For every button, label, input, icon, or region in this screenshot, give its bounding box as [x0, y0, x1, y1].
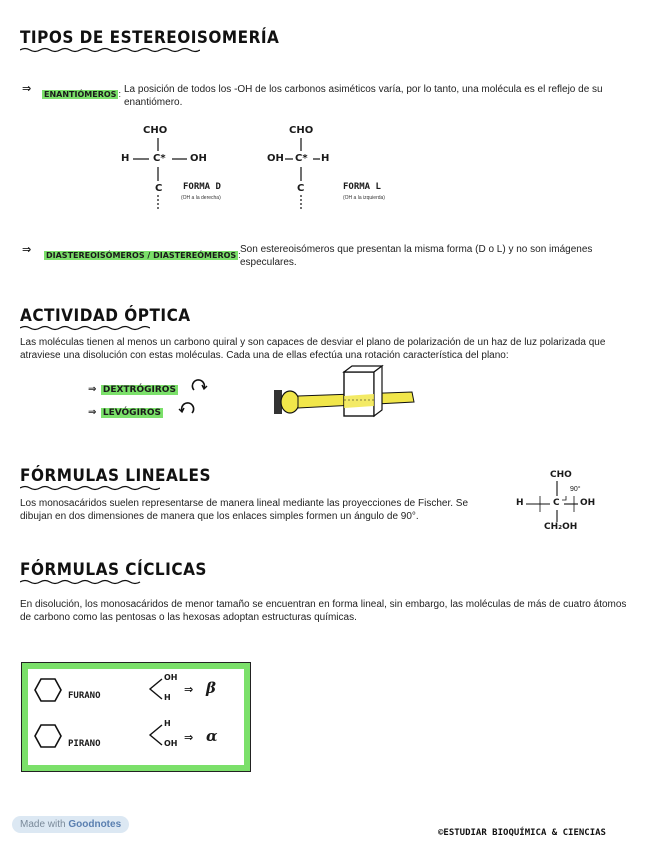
- enantiomeros-label: ENANTIÓMEROS :: [44, 89, 121, 99]
- heading-tipos: TIPOS DE ESTEREOISOMERÍA: [20, 28, 280, 48]
- heading-lineales: FÓRMULAS LINEALES: [20, 466, 212, 486]
- fischer-projection: CHO H C OH CH₂OH 90°: [516, 470, 596, 532]
- forma-l-structure: CHO OH C* H C FORMA L (OH a la izquierda): [267, 125, 385, 201]
- forma-d-structure: CHO H C* OH C FORMA D (OH a la derecha): [121, 125, 221, 201]
- ciclicas-text: En disolución, los monosacáridos de menor tamaño se encuentran en forma lineal, sin embargo, las moléculas de más de cuatro átomos de carbono como las pentosas o las hexosas adoptan estructuras químicas.: [20, 599, 627, 623]
- heading-ciclicas: FÓRMULAS CÍCLICAS: [20, 560, 207, 580]
- heading-actividad: ACTIVIDAD ÓPTICA: [20, 306, 191, 326]
- heading-underline: [20, 485, 160, 491]
- arrow-icon: ⇒: [22, 243, 32, 256]
- arrow-icon: ⇒: [184, 683, 194, 696]
- heading-underline: [20, 579, 145, 585]
- counterclockwise-arrow-icon: [178, 399, 198, 417]
- polarimeter-drawing: [272, 362, 422, 420]
- hexagon-icon: [34, 723, 62, 749]
- enantiomeros-text: La posición de todos los -OH de los carbonos asiméticos varía, por lo tanto, una molécula es el reflejo de su enantiómero.: [124, 84, 603, 108]
- credit-text: ©ESTUDIAR BIOQUÍMICA & CIENCIAS: [438, 828, 606, 838]
- lineales-text: Los monosacáridos suelen representarse de manera lineal mediante las proyecciones de Fischer. Se dibujan en dos dimensiones de manera que los enlaces simples formen un ángulo de 90°.: [20, 498, 469, 522]
- goodnotes-badge[interactable]: Made with Goodnotes: [12, 816, 129, 833]
- arrow-icon: ⇒: [184, 731, 194, 744]
- furano-label: FURANO: [68, 691, 101, 701]
- arrow-icon: ⇒: [22, 82, 32, 95]
- diastereo-text: Son estereoisómeros que presentan la misma forma (D o L) y no son imágenes especulares.: [240, 244, 593, 268]
- heading-underline: [20, 325, 150, 331]
- actividad-text: Las moléculas tienen al menos un carbono quiral y son capaces de desviar el plano de polarización de un haz de luz polarizada que atraviese una disolución con estas moléculas. Cada una de ellas efectúa una rotación característica del plano:: [20, 337, 606, 361]
- heading-underline: [20, 47, 200, 53]
- levogiros-item: ⇒ LEVÓGIROS: [88, 407, 161, 418]
- dextrogiros-item: ⇒ DEXTRÓGIROS: [88, 384, 176, 395]
- furano-result: β: [206, 679, 216, 697]
- cyclic-forms-box: FURANO OH H ⇒ β PIRANO H OH ⇒ α: [22, 663, 250, 771]
- pirano-label: PIRANO: [68, 739, 101, 749]
- clockwise-arrow-icon: [190, 376, 210, 394]
- pirano-result: α: [206, 727, 218, 745]
- hexagon-icon: [34, 677, 62, 703]
- diastereo-label: DIASTEREOISÓMEROS / DIASTEREÓMEROS :: [46, 250, 241, 260]
